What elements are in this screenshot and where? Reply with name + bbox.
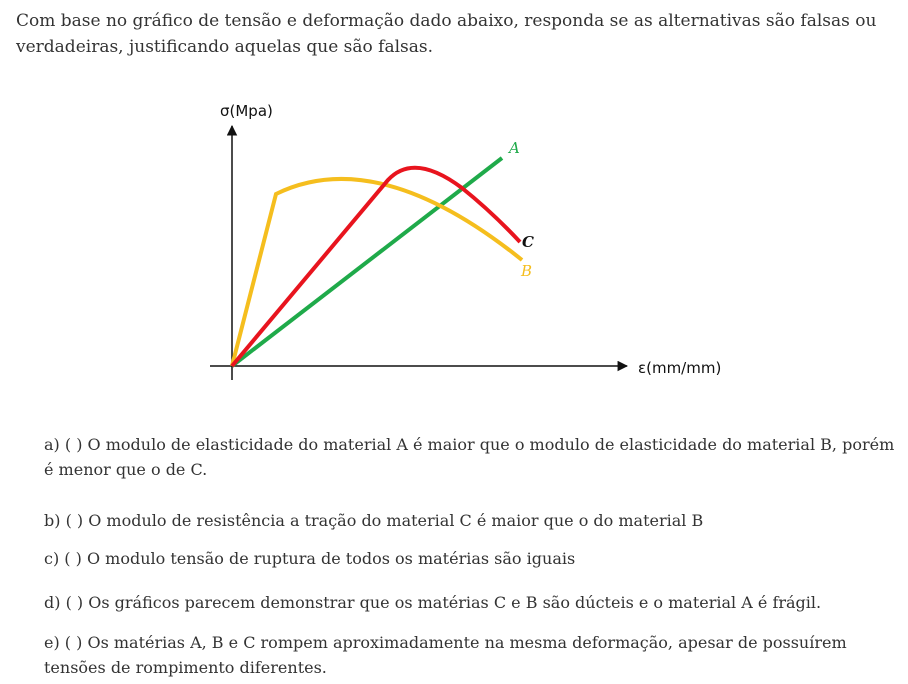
question-e: e) ( ) Os matérias A, B e C rompem aproximadamente na mesma deformação, apesar de possuírem tensões de rompimento diferentes. [44, 633, 847, 677]
y-axis-label: σ(Mpa) [220, 102, 273, 120]
intro-text: Com base no gráfico de tensão e deformação dado abaixo, responda se as alternativas são falsas ou verdadeiras, justificando aquelas que são falsas. [16, 11, 877, 57]
series-a-label: A [509, 139, 520, 157]
series-b-label: B [521, 262, 533, 280]
series-c-label: C [522, 233, 534, 251]
series-b-line [232, 179, 522, 366]
question-a: a) ( ) O modulo de elasticidade do material A é maior que o modulo de elasticidade do material B, porém é menor que o de C. [44, 435, 895, 479]
question-c: c) ( ) O modulo tensão de ruptura de todos os matérias são iguais [44, 549, 576, 568]
x-axis-label: ε(mm/mm) [638, 359, 722, 377]
stress-strain-chart [200, 96, 760, 396]
question-b: b) ( ) O modulo de resistência a tração do material C é maior que o do material B [44, 511, 704, 530]
question-d: d) ( ) Os gráficos parecem demonstrar que os matérias C e B são dúcteis e o material A é frágil. [44, 593, 822, 612]
